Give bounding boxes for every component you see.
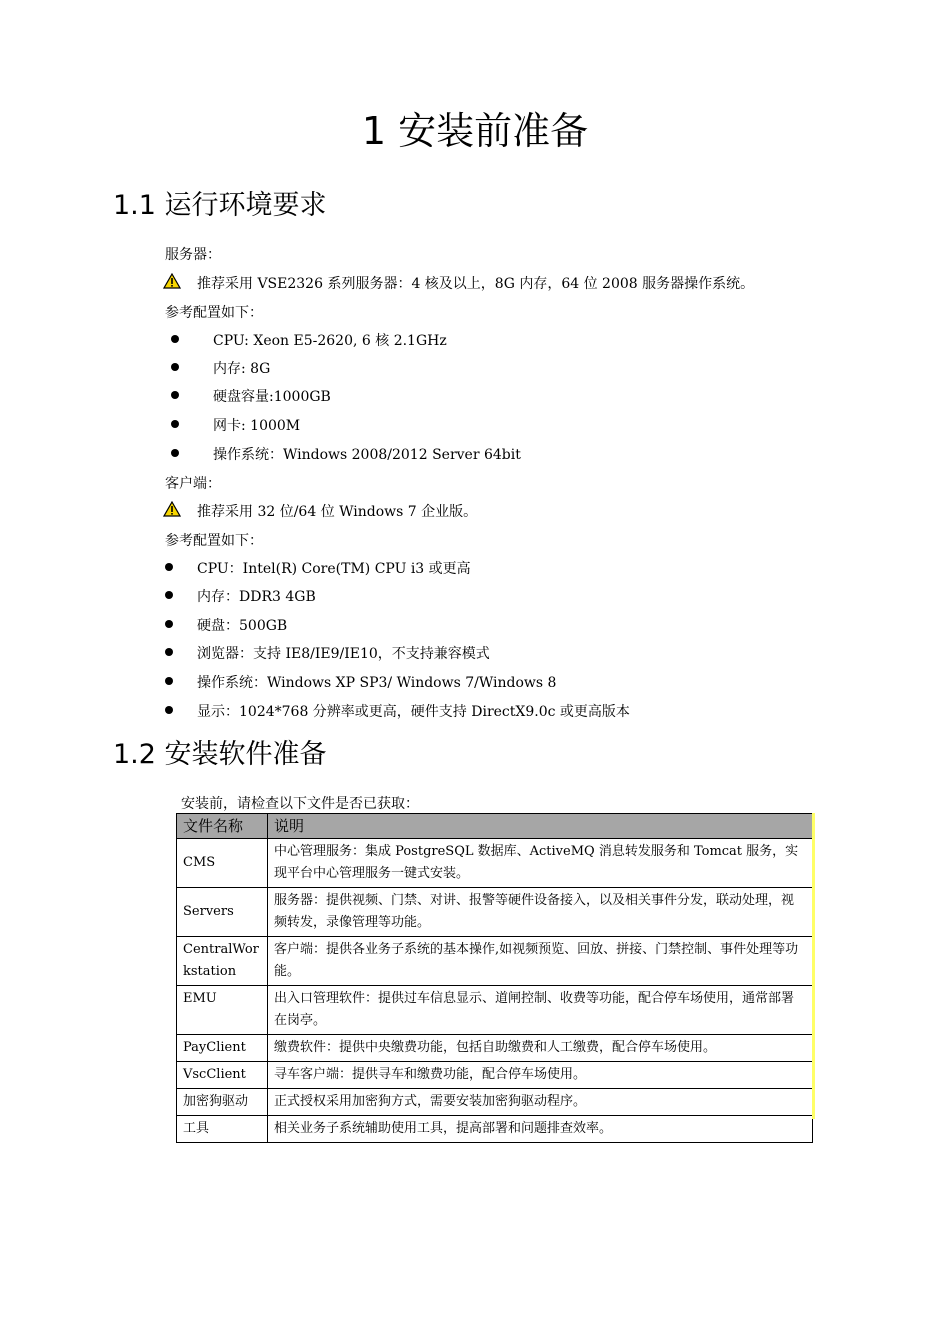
server-item: 硬盘容量:1000GB [213,389,331,405]
file-desc-cell: 寻车客户端：提供寻车和缴费功能，配合停车场使用。 [268,1062,813,1089]
server-label: 服务器： [165,247,221,263]
file-desc-cell: 正式授权采用加密狗方式，需要安装加密狗驱动程序。 [268,1089,813,1116]
bullet-dot-icon [171,391,179,399]
file-desc-cell: 缴费软件：提供中央缴费功能，包括自助缴费和人工缴费，配合停车场使用。 [268,1035,813,1062]
warning-icon [163,273,181,289]
file-desc-cell: 相关业务子系统辅助使用工具，提高部署和问题排查效率。 [268,1116,813,1143]
bullet-dot-icon [171,335,179,343]
file-desc-cell: 服务器：提供视频、门禁、对讲、报警等硬件设备接入，以及相关事件分发，联动处理，视频转发，录像管理等功能。 [268,888,813,937]
bullet-dot-icon [165,620,173,628]
file-name-cell: Servers [177,888,268,937]
warning-icon [163,501,181,517]
bullet-dot-icon [165,706,173,714]
bullet-dot-icon [171,420,179,428]
server-ref-label: 参考配置如下： [165,305,263,321]
file-name-cell: 工具 [177,1116,268,1143]
file-desc-cell: 客户端：提供各业务子系统的基本操作,如视频预览、回放、拼接、门禁控制、事件处理等功能。 [268,937,813,986]
client-ref-label: 参考配置如下： [165,533,263,549]
client-label: 客户端： [165,476,221,492]
client-item: 内存：DDR3 4GB [197,589,316,605]
server-item: CPU: Xeon E5-2620, 6 核 2.1GHz [213,333,447,349]
table-header-cell: 说明 [268,814,813,839]
table-row [177,1116,813,1143]
file-name-cell: CentralWorkstation [177,937,268,986]
client-item: 硬盘：500GB [197,618,288,634]
files-table [176,813,813,1143]
table-row [177,839,813,888]
bullet-dot-icon [165,591,173,599]
server-recommendation: 推荐采用 VSE2326 系列服务器：4 核及以上，8G 内存，64 位 2008 服务器操作系统。 [197,276,755,292]
table-row [177,888,813,937]
file-name-cell: CMS [177,839,268,888]
bullet-dot-icon [171,363,179,371]
highlight-bar [812,813,815,1119]
table-row [177,986,813,1035]
page-title: 1 安装前准备 [361,109,589,153]
section-heading-1-1: 1.1 运行环境要求 [113,190,327,221]
file-desc-cell: 出入口管理软件：提供过车信息显示、道闸控制、收费等功能，配合停车场使用，通常部署在岗亭。 [268,986,813,1035]
file-name-cell: VscClient [177,1062,268,1089]
bullet-dot-icon [165,677,173,685]
section-heading-1-2: 1.2 安装软件准备 [113,739,327,770]
bullet-dot-icon [165,648,173,656]
table-intro: 安装前，请检查以下文件是否已获取： [181,796,419,812]
table-row [177,1062,813,1089]
client-item: 操作系统：Windows XP SP3/ Windows 7/Windows 8 [197,675,557,691]
bullet-dot-icon [171,449,179,457]
client-recommendation: 推荐采用 32 位/64 位 Windows 7 企业版。 [197,504,478,520]
client-item: 显示：1024*768 分辨率或更高，硬件支持 DirectX9.0c 或更高版本 [197,704,630,720]
table-row [177,937,813,986]
table-header-row [177,814,813,839]
file-name-cell: PayClient [177,1035,268,1062]
file-desc-cell: 中心管理服务：集成 PostgreSQL 数据库、ActiveMQ 消息转发服务和 Tomcat 服务，实现平台中心管理服务一键式安装。 [268,839,813,888]
table-header-cell: 文件名称 [177,814,268,839]
table-row [177,1035,813,1062]
client-item: CPU：Intel(R) Core(TM) CPU i3 或更高 [197,561,471,577]
server-item: 操作系统：Windows 2008/2012 Server 64bit [213,447,521,463]
client-item: 浏览器：支持 IE8/IE9/IE10，不支持兼容模式 [197,646,490,662]
server-item: 网卡: 1000M [213,418,301,434]
file-name-cell: 加密狗驱动 [177,1089,268,1116]
table-row [177,1089,813,1116]
file-name-cell: EMU [177,986,268,1035]
bullet-dot-icon [165,563,173,571]
server-item: 内存: 8G [213,361,271,377]
